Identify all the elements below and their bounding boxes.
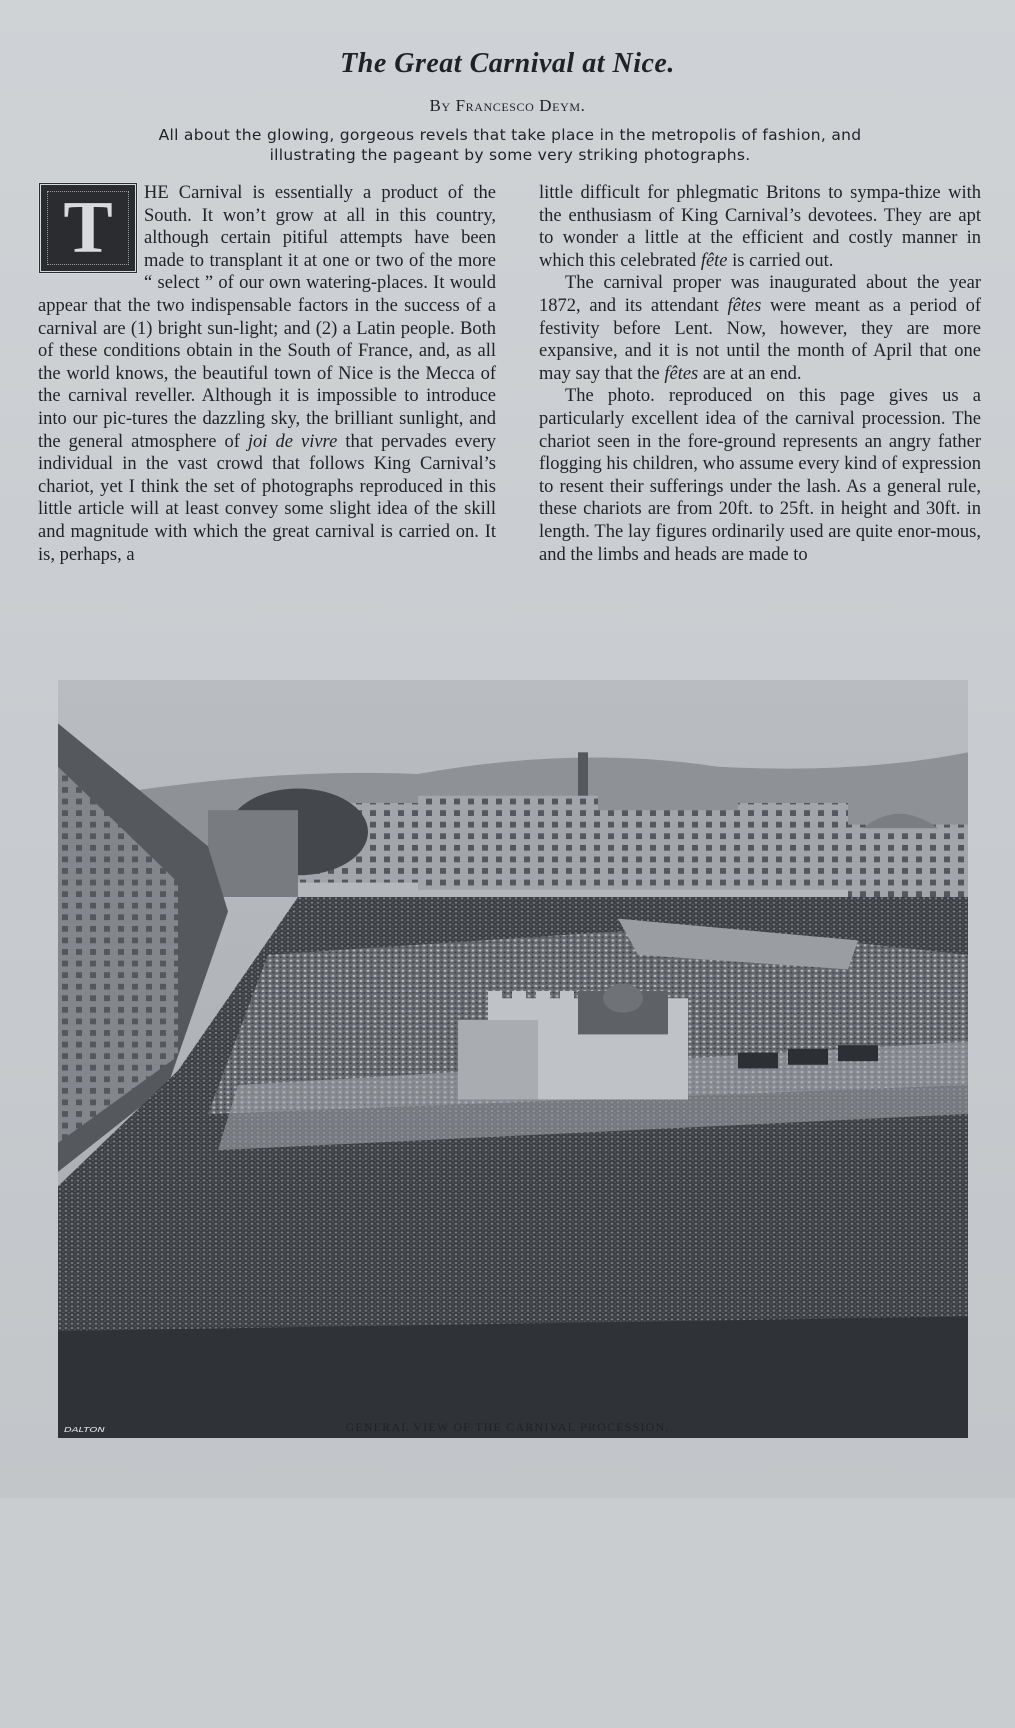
italic-phrase: joi de vivre: [247, 431, 338, 452]
italic-word: fêtes: [664, 363, 699, 384]
standfirst-line-1: All about the glowing, gorgeous revels that take place in the metropolis of fashion, and: [158, 126, 862, 144]
paragraph: [539, 385, 981, 566]
byline: [0, 96, 1015, 116]
carnival-photograph: [58, 680, 968, 1438]
photo-caption: GENERAL VIEW OF THE CARNIVAL PROCESSION.: [345, 1420, 670, 1434]
paragraph: [539, 182, 981, 272]
italic-word: fête: [700, 250, 728, 271]
paragraph-text: that pervades every individual in the vast crowd that follows King Carnival’s chariot, yet I think the set of photographs reproduced in this little article will at least convey some slight idea of the skill and magnitude with which the great carnival is carried on. It is, perhaps, a: [38, 431, 496, 565]
paragraph-text: The photo. reproduced on this page gives us a particularly excellent idea of the carnival procession. The chariot seen in the fore-ground represents an angry father flogging his children, who assume every kind of expression to resent their sufferings under the lash. As a general rule, these chariots are from 20ft. to 25ft. in height and 30ft. in length. The lay figures ordinarily used are quite enor-mous, and the limbs and heads are made to: [539, 386, 981, 565]
text-column-right: [539, 182, 981, 566]
paragraph-text: are at an end.: [698, 363, 802, 384]
drop-cap-letter: T: [63, 187, 113, 269]
drop-cap: [38, 182, 138, 274]
standfirst: [70, 125, 950, 165]
article-title: The Great Carnival at Nice.: [340, 48, 675, 79]
paragraph-text: The carnival proper was inaugurated about the year 1872, and its attendant: [539, 273, 981, 316]
byline-prefix: By: [429, 96, 456, 115]
paragraph: [38, 182, 496, 566]
text-column-left: [38, 182, 496, 566]
photo-signature: DALTON: [64, 1426, 105, 1435]
paragraph-text: were meant as a period of festivity before Lent. Now, however, they are more expansive, and it is not until the month of April that one may say that the: [539, 295, 981, 384]
standfirst-line-2: illustrating the pageant by some very striking photographs.: [269, 146, 751, 164]
italic-word: fêtes: [727, 295, 762, 316]
byline-author: Francesco Deym.: [455, 96, 586, 115]
paragraph-text: HE Carnival is essentially a product of the South. It won’t grow at all in this country, although certain pitiful attempts have been made to transplant it at one or two of the more “ select ” of our own watering-places. It would appear that the two indispensable factors in the success of a carnival are (1) bright sun-light; and (2) a Latin people. Both of these conditions obtain in the South of France, and, as all the world knows, the beautiful town of Nice is the Mecca of the carnival reveller. Although it is impossible to introduce into our pic-tures the dazzling sky, the brilliant sunlight, and the general atmosphere of: [38, 183, 496, 452]
paragraph-text: little difficult for phlegmatic Britons to sympa-thize with the enthusiasm of King Carnival’s devotees. They are apt to wonder a little at the efficient and costly manner in which this celebrated: [539, 183, 981, 271]
paragraph: [539, 272, 981, 385]
carnival-photo-art: [58, 680, 968, 1438]
paragraph-text: is carried out.: [727, 250, 834, 271]
